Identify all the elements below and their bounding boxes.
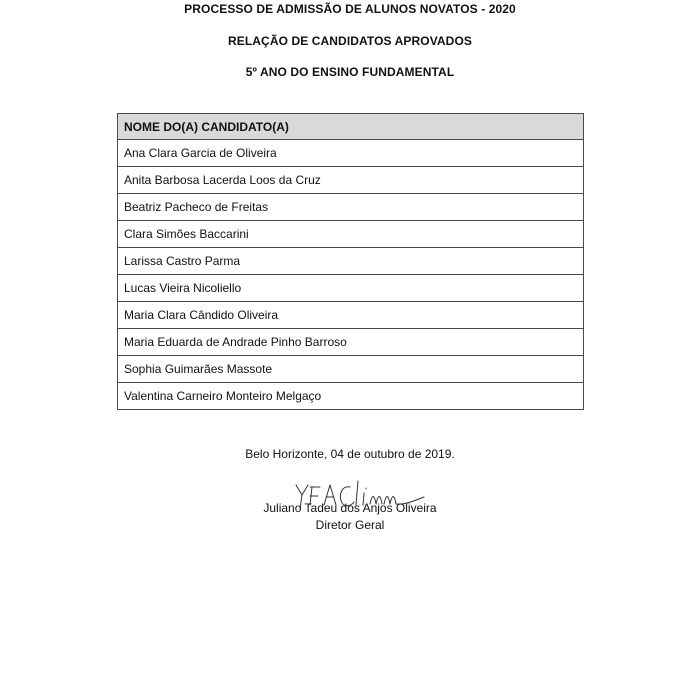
candidate-name: Clara Simões Baccarini — [118, 221, 584, 248]
candidate-name: Sophia Guimarães Massote — [118, 356, 584, 383]
candidate-name: Anita Barbosa Lacerda Loos da Cruz — [118, 167, 584, 194]
table-header-row — [118, 114, 584, 140]
candidate-name: Maria Eduarda de Andrade Pinho Barroso — [118, 329, 584, 356]
column-header-candidate-name: NOME DO(A) CANDIDATO(A) — [118, 114, 584, 140]
document-subtitle: RELAÇÃO DE CANDIDATOS APROVADOS — [227, 34, 472, 48]
candidate-name: Larissa Castro Parma — [118, 248, 584, 275]
grade-level-heading: 5º ANO DO ENSINO FUNDAMENTAL — [245, 65, 455, 79]
table-row — [118, 383, 584, 410]
candidate-name: Lucas Vieira Nicoliello — [118, 275, 584, 302]
table-row — [118, 221, 584, 248]
table-row — [118, 356, 584, 383]
table-row — [118, 167, 584, 194]
table-row — [118, 248, 584, 275]
table-row — [118, 275, 584, 302]
table-row — [118, 140, 584, 167]
table-row — [118, 329, 584, 356]
signer-role: Diretor Geral — [315, 518, 385, 532]
table-row — [118, 302, 584, 329]
candidate-name: Ana Clara Garcia de Oliveira — [118, 140, 584, 167]
place-and-date: Belo Horizonte, 04 de outubro de 2019. — [245, 447, 455, 461]
approved-candidates-table — [117, 113, 584, 410]
document-title: PROCESSO DE ADMISSÃO DE ALUNOS NOVATOS - 2020 — [184, 2, 516, 16]
candidate-name: Maria Clara Cândido Oliveira — [118, 302, 584, 329]
candidate-name: Beatriz Pacheco de Freitas — [118, 194, 584, 221]
table-row — [118, 194, 584, 221]
candidate-name: Valentina Carneiro Monteiro Melgaço — [118, 383, 584, 410]
signer-name: Juliano Tadeu dos Anjos Oliveira — [263, 501, 437, 515]
